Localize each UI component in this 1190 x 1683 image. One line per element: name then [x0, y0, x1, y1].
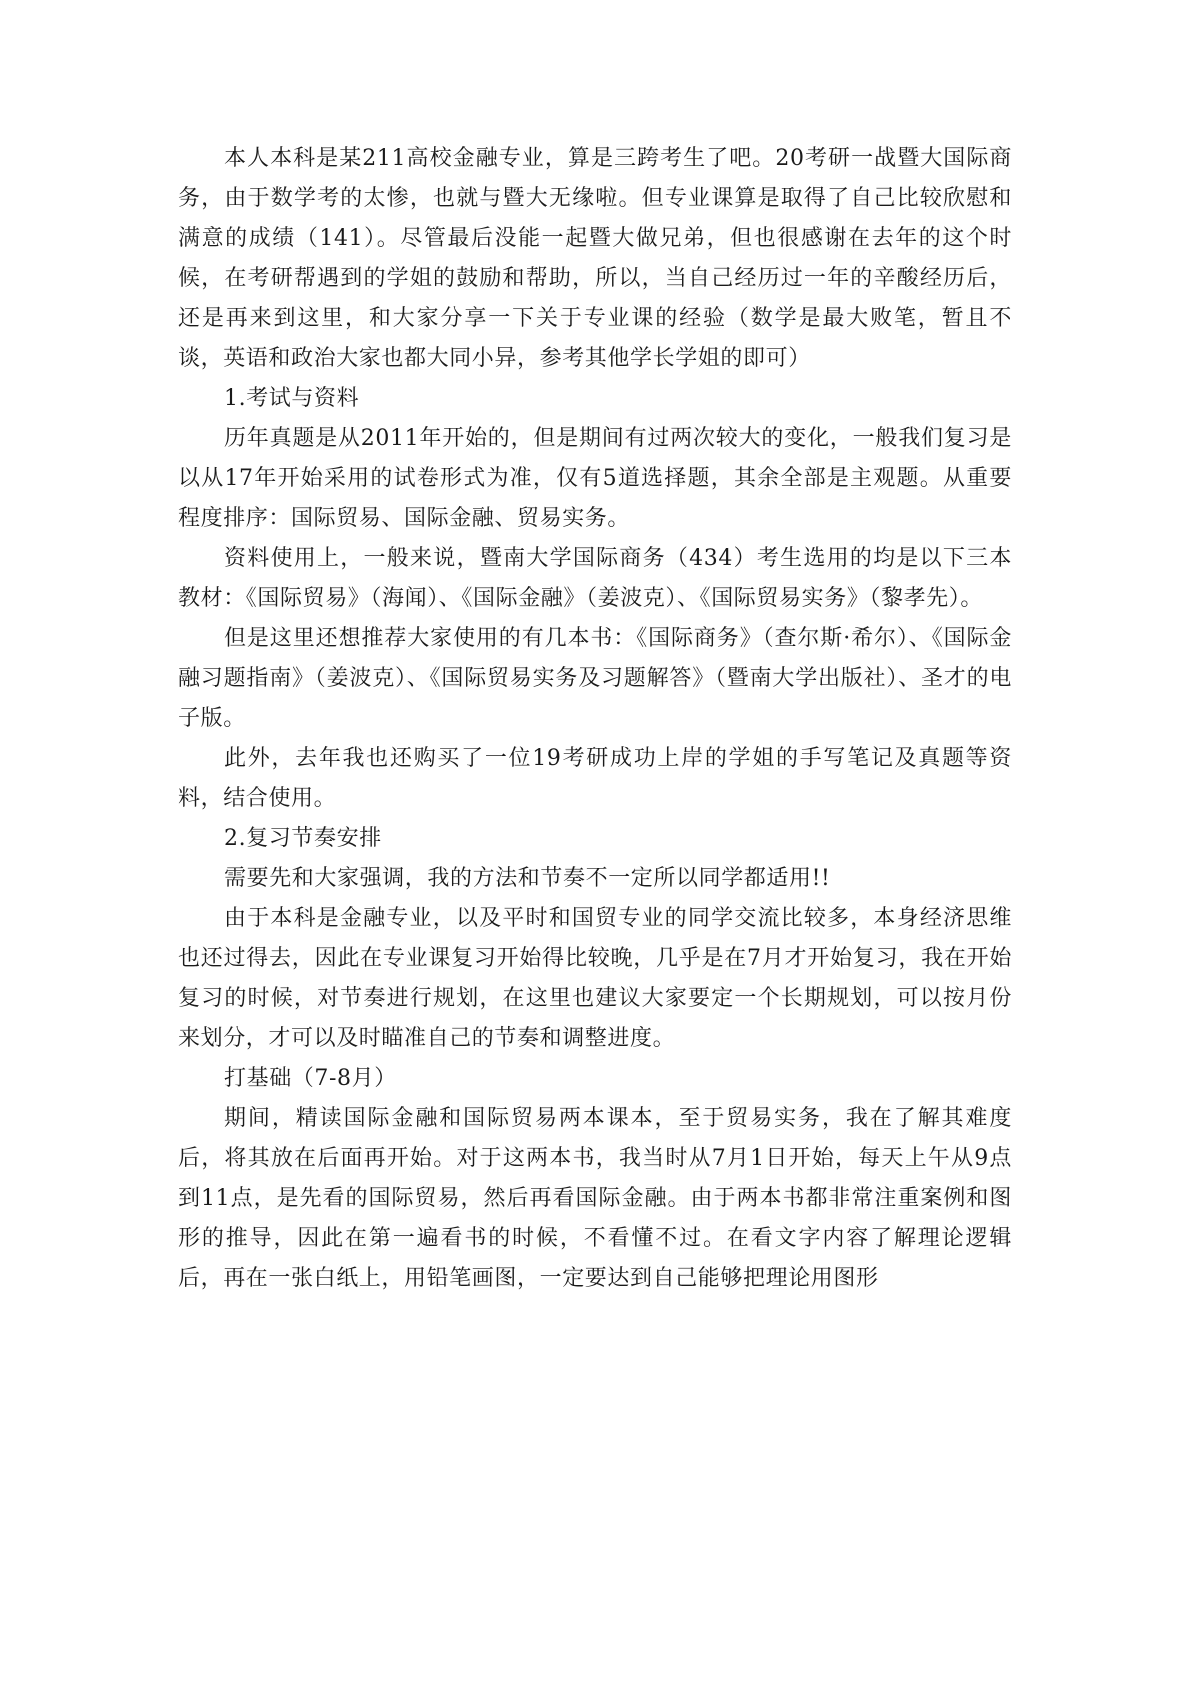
document-body — [178, 139, 1012, 1299]
section-heading-schedule: 2.复习节奏安排 — [224, 826, 382, 851]
paragraph-intro: 本人本科是某211高校金融专业，算是三跨考生了吧。20考研一战暨大国际商务，由于数学考的太惨，也就与暨大无缘啦。但专业课算是取得了自己比较欣慰和满意的成绩（141）。尽管最后没能一起暨大做兄弟，但也很感谢在去年的这个时候，在考研帮遇到的学姐的鼓励和帮助，所以，当自己经历过一年的辛酸经历后，还是再来到这里，和大家分享一下关于专业课的经验（数学是最大败笔，暂且不谈，英语和政治大家也都大同小异，参考其他学长学姐的即可） — [178, 146, 1012, 371]
section-heading-exam-materials: 1.考试与资料 — [224, 386, 360, 411]
paragraph-past-papers: 历年真题是从2011年开始的，但是期间有过两次较大的变化，一般我们复习是以从17年开始采用的试卷形式为准，仅有5道选择题，其余全部是主观题。从重要程度排序：国际贸易、国际金融、贸易实务。 — [178, 426, 1012, 531]
paragraph-foundation-details: 期间，精读国际金融和国际贸易两本课本，至于贸易实务，我在了解其难度后，将其放在后面再开始。对于这两本书，我当时从7月1日开始，每天上午从9点到11点，是先看的国际贸易，然后再看国际金融。由于两本书都非常注重案例和图形的推导，因此在第一遍看书的时候，不看懂不过。在看文字内容了解理论逻辑后，再在一张白纸上，用铅笔画图，一定要达到自己能够把理论用图形 — [178, 1106, 1012, 1291]
paragraph-disclaimer: 需要先和大家强调，我的方法和节奏不一定所以同学都适用!! — [224, 866, 831, 891]
paragraph-planning: 由于本科是金融专业，以及平时和国贸专业的同学交流比较多，本身经济思维也还过得去，因此在专业课复习开始得比较晚，几乎是在7月才开始复习，我在开始复习的时候，对节奏进行规划，在这里也建议大家要定一个长期规划，可以按月份来划分，才可以及时瞄准自己的节奏和调整进度。 — [178, 906, 1012, 1051]
paragraph-textbooks: 资料使用上，一般来说，暨南大学国际商务（434）考生选用的均是以下三本教材：《国际贸易》（海闻）、《国际金融》（姜波克）、《国际贸易实务》（黎孝先）。 — [178, 546, 1012, 611]
paragraph-notes: 此外，去年我也还购买了一位19考研成功上岸的学姐的手写笔记及真题等资料，结合使用。 — [178, 746, 1012, 811]
subheading-foundation: 打基础（7-8月） — [224, 1066, 397, 1091]
paragraph-recommended-books: 但是这里还想推荐大家使用的有几本书：《国际商务》（查尔斯·希尔）、《国际金融习题指南》（姜波克）、《国际贸易实务及习题解答》（暨南大学出版社）、圣才的电子版。 — [178, 626, 1012, 731]
